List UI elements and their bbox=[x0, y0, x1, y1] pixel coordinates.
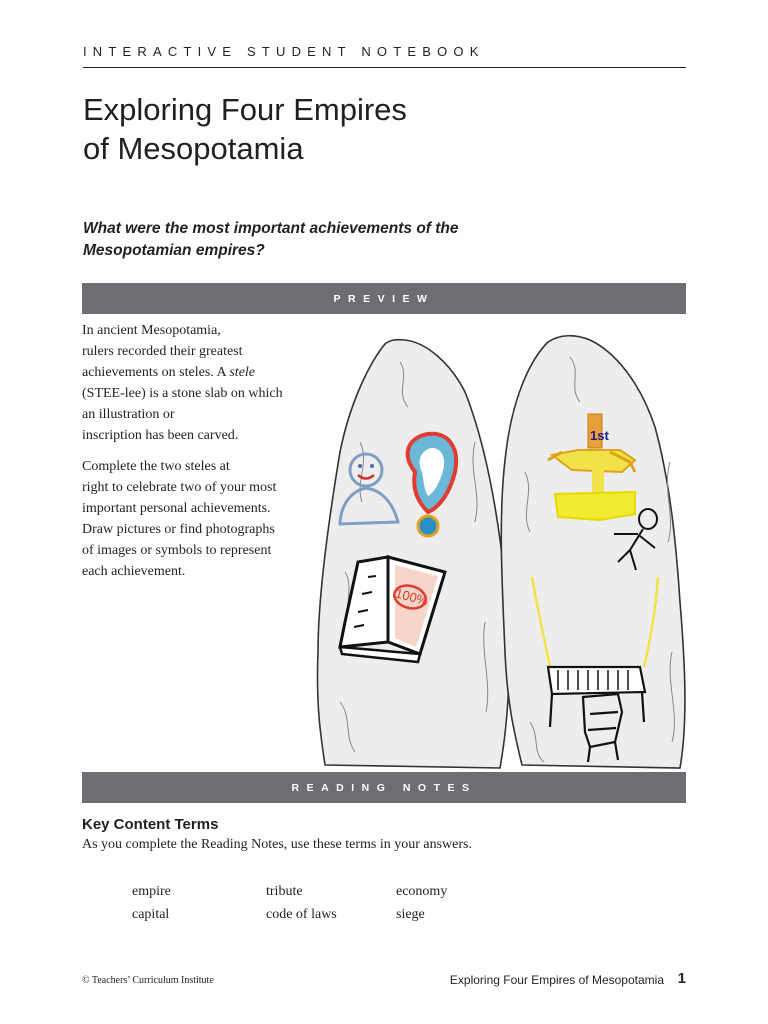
title-line-2: of Mesopotamia bbox=[83, 131, 304, 166]
preview-text bbox=[82, 320, 322, 592]
left-stele bbox=[317, 340, 509, 768]
text-line: rulers recorded their greatest bbox=[82, 344, 243, 359]
text-line: Draw pictures or find photographs bbox=[82, 522, 275, 537]
preview-band: PREVIEW bbox=[82, 283, 686, 314]
text-line: Complete the two steles at bbox=[82, 459, 230, 474]
italic-term-stele: stele bbox=[229, 365, 256, 380]
right-stele bbox=[501, 336, 685, 768]
essential-question bbox=[83, 218, 643, 262]
header-label: INTERACTIVE STUDENT NOTEBOOK bbox=[83, 44, 485, 59]
page-number: 1 bbox=[677, 970, 686, 987]
question-line-1: What were the most important achievements of the bbox=[83, 220, 459, 237]
key-content-terms-intro: As you complete the Reading Notes, use these terms in your answers. bbox=[82, 837, 472, 852]
footer-running-title: Exploring Four Empires of Mesopotamia bbox=[449, 973, 664, 987]
term-code-of-laws: code of laws bbox=[266, 907, 337, 922]
footer-copyright: © Teachers’ Curriculum Institute bbox=[82, 975, 214, 986]
term-siege: siege bbox=[396, 907, 425, 922]
text-line: each achievement. bbox=[82, 564, 186, 579]
title-line-1: Exploring Four Empires bbox=[83, 92, 407, 127]
text-line: of images or symbols to represent bbox=[82, 543, 272, 558]
text-line: inscription has been carved. bbox=[82, 428, 239, 443]
text-line: In ancient Mesopotamia, bbox=[82, 323, 221, 338]
text-line: (STEE-lee) is a stone slab on which bbox=[82, 386, 283, 401]
text-line: right to celebrate two of your most bbox=[82, 480, 277, 495]
term-economy: economy bbox=[396, 884, 448, 899]
page-title bbox=[83, 90, 407, 168]
key-content-terms-heading: Key Content Terms bbox=[82, 816, 219, 833]
text-line: achievements on steles. A bbox=[82, 365, 230, 380]
preview-paragraph-2 bbox=[82, 456, 322, 582]
reading-notes-band: READING NOTES bbox=[82, 772, 686, 803]
book-grade-label: 100% bbox=[393, 585, 430, 609]
trophy-first-label: 1st bbox=[590, 428, 609, 443]
header-rule bbox=[83, 67, 686, 68]
text-line: important personal achievements. bbox=[82, 501, 271, 516]
steles-illustration bbox=[300, 322, 690, 770]
term-empire: empire bbox=[132, 884, 171, 899]
question-line-2: Mesopotamian empires? bbox=[83, 242, 265, 259]
term-tribute: tribute bbox=[266, 884, 303, 899]
term-capital: capital bbox=[132, 907, 170, 922]
preview-paragraph-1 bbox=[82, 320, 322, 446]
text-line: an illustration or bbox=[82, 407, 175, 422]
